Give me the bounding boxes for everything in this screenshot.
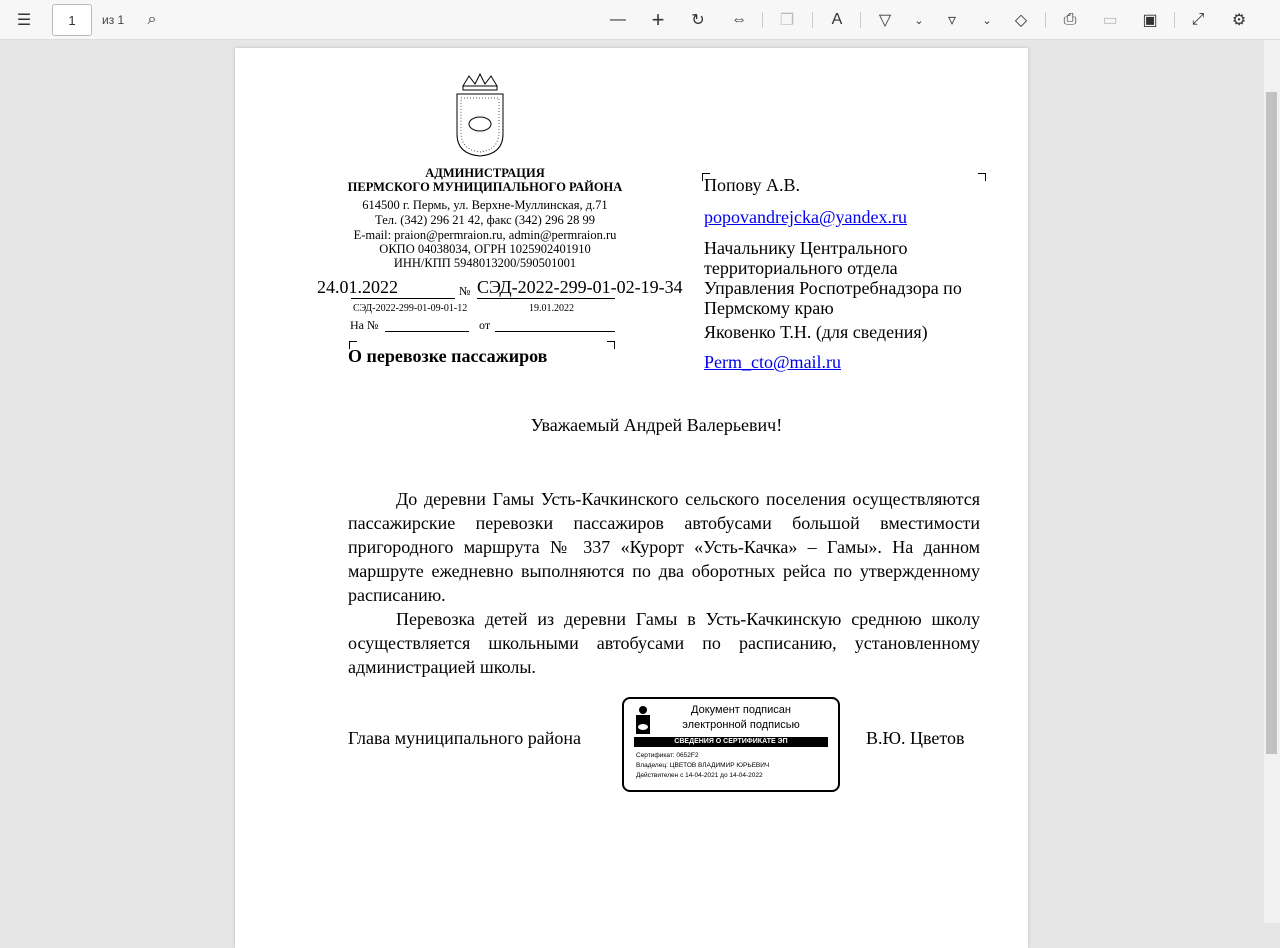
recipient-3: Яковенко Т.Н. (для сведения): [704, 322, 928, 342]
fullscreen-icon[interactable]: ⤢: [1191, 11, 1205, 28]
paragraph: До деревни Гамы Усть-Качкинского сельского поселения осуществляются пассажирские перевозки пассажиров автобусами большой вместимости пригородного маршрута № 337 «Курорт «Усть-Качка» – Гамы». На данном маршруте ежедневно выполняются по два оборотных рейса по утвержденному расписанию.: [348, 489, 980, 605]
org-name-1: АДМИНИСТРАЦИЯ: [425, 166, 545, 180]
list-icon[interactable]: ☰: [16, 12, 32, 29]
search-icon[interactable]: ⌕: [147, 11, 157, 28]
signer-name: В.Ю. Цветов: [866, 728, 965, 748]
ref-number: СЭД-2022-299-01-09-01-12: [353, 303, 468, 314]
draw-icon[interactable]: ▽: [878, 12, 892, 29]
address-line: 614500 г. Пермь, ул. Верхне-Муллинская, д.71: [362, 198, 608, 212]
recipient-2: Начальнику Центрального территориального отдела Управления Роспотребнадзора по Пермскому краю: [704, 238, 962, 318]
pdf-toolbar: [0, 0, 1280, 40]
scrollbar-thumb[interactable]: [1266, 92, 1277, 754]
paragraph: Перевозка детей из деревни Гамы в Усть-Качкинскую среднюю школу осуществляется школьными автобусами по расписанию, установленному администрацией школы.: [348, 609, 980, 677]
recipient-1-email-link[interactable]: popovandrejcka@yandex.ru: [704, 207, 908, 227]
page-number-input[interactable]: [52, 4, 92, 36]
eraser-icon[interactable]: ◇: [1014, 12, 1028, 29]
phone-line: Тел. (342) 296 21 42, факс (342) 296 28 99: [375, 213, 595, 227]
subject: О перевозке пассажиров: [348, 346, 548, 366]
e-signature-stamp: [622, 697, 840, 792]
rotate-icon[interactable]: ↻: [691, 12, 705, 29]
signer-title: Глава муниципального района: [348, 728, 581, 748]
page-view-icon[interactable]: ❐: [779, 12, 795, 29]
save-icon[interactable]: ▭: [1102, 12, 1118, 29]
inn-line: ИНН/КПП 5948013200/590501001: [393, 256, 577, 270]
recipient-3-email-link[interactable]: Perm_cto@mail.ru: [704, 352, 842, 372]
save-as-icon[interactable]: ▣: [1142, 12, 1158, 29]
print-icon[interactable]: ⎙: [1063, 11, 1077, 28]
ref-label: На №: [350, 318, 379, 332]
zoom-out-icon[interactable]: —: [610, 11, 626, 28]
stamp-bar: СВЕДЕНИЯ О СЕРТИФИКАТЕ ЭП: [634, 737, 828, 747]
pdf-page: [235, 48, 1028, 948]
stamp-title: электронной подписью: [682, 719, 800, 731]
scrollbar[interactable]: [1264, 40, 1280, 923]
email-line: E-mail: praion@permraion.ru, admin@permraion.ru: [353, 228, 617, 242]
settings-icon[interactable]: ⚙: [1231, 12, 1247, 29]
chevron-down-icon[interactable]: ⌄: [914, 14, 924, 27]
page-count: из 1: [102, 13, 125, 27]
stamp-valid: Действителен с 14-04-2021 до 14-04-2022: [636, 772, 763, 779]
stamp-title: Документ подписан: [691, 704, 791, 716]
highlight-icon[interactable]: ▿: [947, 12, 957, 29]
stamp-cert: Сертификат: 0652F2: [636, 752, 699, 759]
fit-width-icon[interactable]: ⇔: [731, 11, 747, 28]
ref-date: 19.01.2022: [529, 303, 574, 314]
number-label: №: [459, 284, 471, 298]
okpo-line: ОКПО 04038034, ОГРН 1025902401910: [379, 242, 591, 256]
chevron-down-icon[interactable]: ⌄: [982, 14, 992, 27]
zoom-in-icon[interactable]: +: [651, 7, 665, 32]
recipient-1: Попову А.В.: [704, 175, 801, 195]
ref-from: от: [479, 318, 491, 332]
stamp-owner: Владелец: ЦВЕТОВ ВЛАДИМИР ЮРЬЕВИЧ: [636, 762, 770, 769]
org-name-2: ПЕРМСКОГО МУНИЦИПАЛЬНОГО РАЙОНА: [347, 180, 623, 194]
letter-number: СЭД-2022-299-01-02-19-34: [477, 277, 683, 297]
coat-of-arms-logo: [455, 72, 505, 158]
letter-date: 24.01.2022: [317, 277, 398, 297]
read-aloud-icon[interactable]: A: [831, 11, 843, 28]
greeting: Уважаемый Андрей Валерьевич!: [530, 415, 783, 435]
letter-body: [348, 487, 980, 679]
